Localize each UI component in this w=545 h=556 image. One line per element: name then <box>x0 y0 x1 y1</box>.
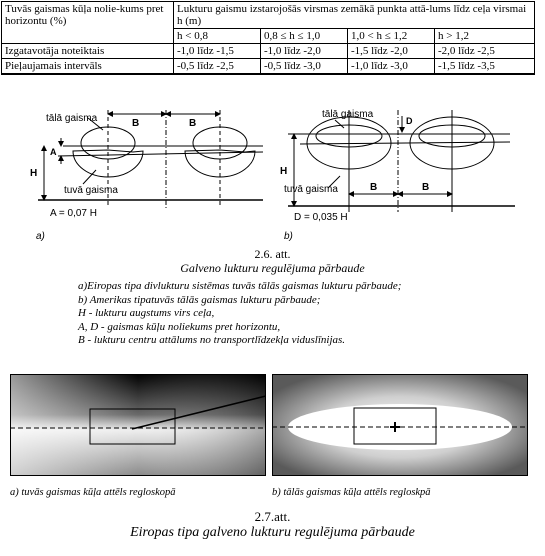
row-label: Izgatavotāja noteiktais <box>2 44 174 59</box>
table-cell: -1,0 līdz -3,0 <box>348 59 435 75</box>
table-cell: -0,5 līdz -3,0 <box>261 59 348 75</box>
table-cell: -1,5 līdz -3,5 <box>435 59 535 75</box>
panel-a-label: a) <box>36 231 45 242</box>
table-subheader: h < 0,8 <box>174 29 261 44</box>
dimension-h-label: H <box>30 168 38 179</box>
table-subheader: 1,0 < h ≤ 1,2 <box>348 29 435 44</box>
diagram-american-headlights <box>280 108 520 243</box>
near-beam-label: tuvā gaisma <box>64 185 118 196</box>
legend-line: A, D - gaismas kūļu noliekums pret horizontu, <box>78 320 281 333</box>
far-beam-label: tālā gaisma <box>46 113 98 124</box>
figure-number: 2.7.att. <box>254 509 291 524</box>
table-row <box>2 44 535 59</box>
dimension-b-label: B <box>370 182 378 193</box>
formula-d: D = 0,035 H <box>294 212 348 223</box>
legend-line: B - lukturu centru attālums no transportlīdzekļa viduslīnijas. <box>78 334 346 346</box>
legend-line: a)Eiropas tipa divlukturu sistēmas tuvās tālās gaismas lukturu pārbaude; <box>78 280 402 292</box>
diagram-european-headlights <box>28 108 268 243</box>
dimension-d-label: D <box>406 116 413 126</box>
table-cell: -1,5 līdz -2,0 <box>348 44 435 59</box>
caption-near-beam: a) tuvās gaismas kūļa attēls regloskopā <box>10 487 176 498</box>
figure-number: 2.6. att. <box>254 247 291 261</box>
table-row <box>2 59 535 75</box>
legend-line: b) Amerikas tipatuvās tālās gaismas lukturu pārbaude; <box>78 293 321 306</box>
table-subheader: h > 1,2 <box>435 29 535 44</box>
dimension-h-label: H <box>280 166 288 177</box>
table-subheader: 0,8 ≤ h ≤ 1,0 <box>261 29 348 44</box>
regloscope-near-beam-image <box>10 374 266 476</box>
near-beam-label: tuvā gaisma <box>284 184 338 195</box>
formula-a: A = 0,07 H <box>50 208 97 219</box>
table-cell: -1,0 līdz -1,5 <box>174 44 261 59</box>
dimension-b-label: B <box>132 118 140 129</box>
row-label: Pieļaujamais intervāls <box>2 59 174 75</box>
figure-legend <box>78 280 401 348</box>
table-cell: -2,0 līdz -2,5 <box>435 44 535 59</box>
figure-title: Galveno lukturu regulējuma pārbaude <box>180 261 365 275</box>
table-header-height: Lukturu gaismu izstarojošās virsmas zemākā punkta attā-lums līdz ceļa virsmai h (m) <box>174 2 535 29</box>
dimension-b-label: B <box>189 118 197 129</box>
table-cell: -0,5 līdz -2,5 <box>174 59 261 75</box>
table-cell: -1,0 līdz -2,0 <box>261 44 348 59</box>
table-header-inclination: Tuvās gaismas kūļa nolie-kums pret horizontu (%) <box>2 2 174 44</box>
figure-title: Eiropas tipa galveno lukturu regulējuma pārbaude <box>130 525 415 540</box>
dimension-b-label: B <box>422 182 430 193</box>
regloscope-far-beam-image <box>272 374 528 476</box>
dimension-a-label: A <box>50 147 57 157</box>
panel-b-label: b) <box>284 231 293 242</box>
caption-far-beam: b) tālās gaismas kūļa attēls regloskpā <box>272 487 431 498</box>
far-beam-label: tālā gaisma <box>322 109 374 120</box>
legend-line: H - lukturu augstums virs ceļa, <box>78 307 215 319</box>
headlight-spec-table <box>1 1 535 75</box>
